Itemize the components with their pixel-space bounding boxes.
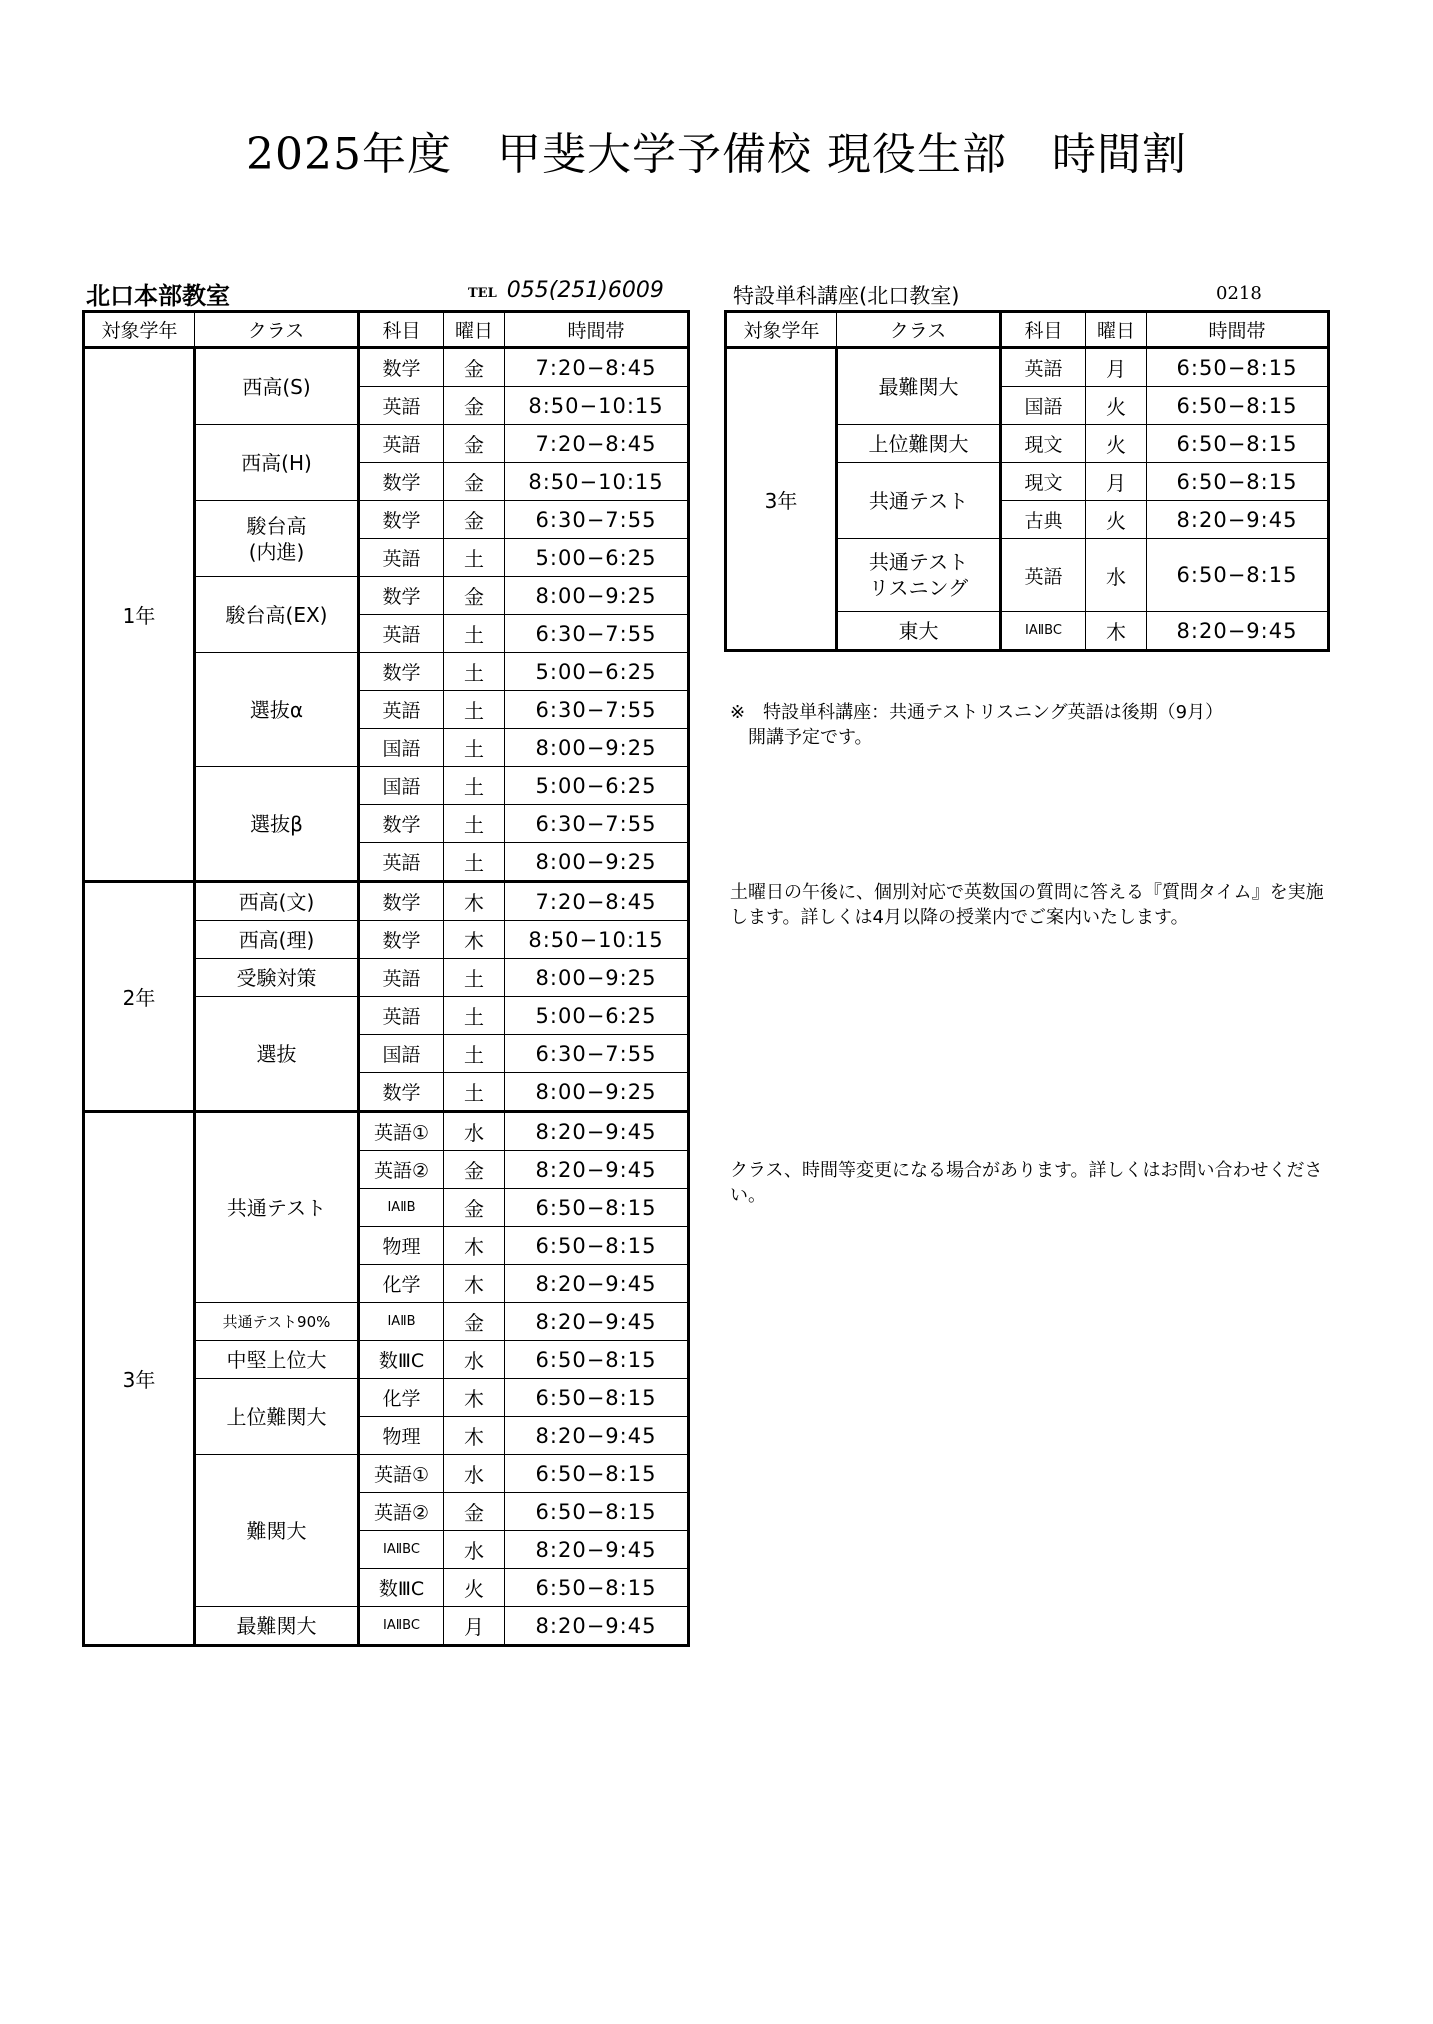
day-cell: 金 — [444, 1151, 505, 1189]
header-day: 曜日 — [444, 312, 505, 348]
note-listening — [730, 700, 1223, 750]
class-cell: 西高(H) — [195, 425, 359, 501]
office-name: 北口本部教室 — [86, 282, 230, 310]
class-cell: 駿台高(EX) — [195, 577, 359, 653]
day-cell: 金 — [444, 577, 505, 615]
day-cell: 土 — [444, 653, 505, 691]
note-text: ※ 特設単科講座：共通テストリスニング英語は後期（9月） 開講予定です。 — [730, 702, 1224, 748]
subject-cell: 数学 — [359, 653, 444, 691]
subject-cell: 数ⅢC — [359, 1569, 444, 1607]
class-cell: 西高(S) — [195, 348, 359, 425]
note-text: 土曜日の午後に、個別対応で英数国の質問に答える『質問タイム』を実施します。詳しくは4月以降の授業内でご案内いたします。 — [730, 882, 1324, 928]
page-title: 2025年度 甲斐大学予備校 現役生部 時間割 — [246, 129, 1187, 180]
table-row — [84, 1112, 689, 1151]
day-cell: 火 — [1086, 501, 1147, 539]
class-cell: 上位難関大 — [837, 425, 1001, 463]
time-cell: 5:00−6:25 — [505, 997, 689, 1035]
time-cell: 5:00−6:25 — [505, 653, 689, 691]
day-cell: 火 — [444, 1569, 505, 1607]
header-grade: 対象学年 — [84, 312, 195, 348]
subject-cell: 国語 — [359, 729, 444, 767]
time-cell: 8:20−9:45 — [1147, 501, 1329, 539]
time-cell: 8:20−9:45 — [505, 1607, 689, 1646]
subject-cell: 数学 — [359, 921, 444, 959]
special-timetable-body — [726, 348, 1329, 651]
time-cell: 6:50−8:15 — [505, 1227, 689, 1265]
day-cell: 金 — [444, 463, 505, 501]
grade-cell: 3年 — [84, 1112, 195, 1646]
time-cell: 8:20−9:45 — [505, 1151, 689, 1189]
subject-cell: 英語 — [359, 539, 444, 577]
class-cell: 最難関大 — [837, 348, 1001, 425]
header-time: 時間帯 — [1147, 312, 1329, 348]
subject-cell: 現文 — [1001, 463, 1086, 501]
subject-cell: 数学 — [359, 463, 444, 501]
time-cell: 5:00−6:25 — [505, 539, 689, 577]
header-class: クラス — [195, 312, 359, 348]
day-cell: 土 — [444, 805, 505, 843]
class-cell: 中堅上位大 — [195, 1341, 359, 1379]
header-subject: 科目 — [1001, 312, 1086, 348]
time-cell: 6:50−8:15 — [1147, 463, 1329, 501]
header-day: 曜日 — [1086, 312, 1147, 348]
day-cell: 月 — [1086, 463, 1147, 501]
day-cell: 月 — [444, 1607, 505, 1646]
day-cell: 金 — [444, 1493, 505, 1531]
class-cell: 共通テスト — [837, 463, 1001, 539]
class-cell: 西高(理) — [195, 921, 359, 959]
time-cell: 8:20−9:45 — [505, 1265, 689, 1303]
day-cell: 金 — [444, 1189, 505, 1227]
time-cell: 6:30−7:55 — [505, 1035, 689, 1073]
tel-number: 055(251)6009 — [506, 278, 664, 303]
day-cell: 木 — [444, 1379, 505, 1417]
day-cell: 木 — [444, 921, 505, 959]
time-cell: 6:50−8:15 — [1147, 425, 1329, 463]
class-cell: 西高(文) — [195, 882, 359, 921]
subject-cell: 数学 — [359, 882, 444, 921]
time-cell: 8:00−9:25 — [505, 1073, 689, 1112]
time-cell: 6:50−8:15 — [505, 1341, 689, 1379]
time-cell: 6:30−7:55 — [505, 501, 689, 539]
header-time: 時間帯 — [505, 312, 689, 348]
time-cell: 8:20−9:45 — [505, 1531, 689, 1569]
time-cell: 6:30−7:55 — [505, 805, 689, 843]
subject-cell: 英語 — [359, 691, 444, 729]
subject-cell: 数学 — [359, 805, 444, 843]
subject-cell: 英語 — [359, 615, 444, 653]
time-cell: 6:50−8:15 — [1147, 539, 1329, 612]
time-cell: 7:20−8:45 — [505, 348, 689, 387]
time-cell: 5:00−6:25 — [505, 767, 689, 805]
subject-cell: ⅠAⅡBC — [359, 1531, 444, 1569]
subject-cell: ⅠAⅡB — [359, 1189, 444, 1227]
class-cell: 受験対策 — [195, 959, 359, 997]
day-cell: 金 — [444, 501, 505, 539]
day-cell: 土 — [444, 997, 505, 1035]
subject-cell: 英語 — [359, 387, 444, 425]
day-cell: 金 — [444, 387, 505, 425]
class-cell: 共通テスト — [195, 1112, 359, 1303]
day-cell: 木 — [1086, 612, 1147, 651]
grade-cell: 1年 — [84, 348, 195, 882]
time-cell: 6:50−8:15 — [505, 1493, 689, 1531]
time-cell: 6:30−7:55 — [505, 691, 689, 729]
table-row — [726, 348, 1329, 387]
subject-cell: 英語① — [359, 1112, 444, 1151]
day-cell: 水 — [444, 1112, 505, 1151]
time-cell: 6:50−8:15 — [505, 1455, 689, 1493]
grade-cell: 3年 — [726, 348, 837, 651]
subject-cell: 国語 — [359, 767, 444, 805]
table-row — [84, 882, 689, 921]
subject-cell: 現文 — [1001, 425, 1086, 463]
class-cell: 東大 — [837, 612, 1001, 651]
time-cell: 8:50−10:15 — [505, 921, 689, 959]
main-timetable-body — [84, 348, 689, 1646]
day-cell: 金 — [444, 425, 505, 463]
class-cell: 駿台高 (内進) — [195, 501, 359, 577]
note-text: クラス、時間等変更になる場合があります。詳しくはお問い合わせください。 — [730, 1160, 1323, 1206]
subject-cell: 数学 — [359, 348, 444, 387]
subject-cell: 国語 — [359, 1035, 444, 1073]
time-cell: 6:50−8:15 — [1147, 387, 1329, 425]
day-cell: 金 — [444, 348, 505, 387]
day-cell: 土 — [444, 959, 505, 997]
time-cell: 6:50−8:15 — [505, 1379, 689, 1417]
header-row — [726, 312, 1329, 348]
subject-cell: ⅠAⅡBC — [1001, 612, 1086, 651]
class-cell: 最難関大 — [195, 1607, 359, 1646]
header-subject: 科目 — [359, 312, 444, 348]
time-cell: 8:00−9:25 — [505, 843, 689, 882]
telephone — [468, 278, 664, 303]
class-cell: 選抜 — [195, 997, 359, 1112]
day-cell: 土 — [444, 1035, 505, 1073]
day-cell: 水 — [444, 1455, 505, 1493]
day-cell: 水 — [444, 1531, 505, 1569]
note-changes — [730, 1158, 1330, 1208]
time-cell: 8:20−9:45 — [505, 1303, 689, 1341]
note-question-time — [730, 880, 1330, 930]
class-cell: 選抜β — [195, 767, 359, 882]
day-cell: 木 — [444, 1265, 505, 1303]
header-grade: 対象学年 — [726, 312, 837, 348]
subject-cell: 物理 — [359, 1227, 444, 1265]
day-cell: 土 — [444, 729, 505, 767]
time-cell: 8:00−9:25 — [505, 577, 689, 615]
time-cell: 8:00−9:25 — [505, 729, 689, 767]
day-cell: 水 — [444, 1341, 505, 1379]
subject-cell: 国語 — [1001, 387, 1086, 425]
subject-cell: 英語 — [1001, 539, 1086, 612]
day-cell: 木 — [444, 1227, 505, 1265]
main-timetable — [82, 310, 690, 1647]
day-cell: 木 — [444, 882, 505, 921]
subject-cell: 英語 — [359, 843, 444, 882]
subject-cell: 英語 — [359, 959, 444, 997]
subject-cell: 英語 — [359, 997, 444, 1035]
header-row — [84, 312, 689, 348]
time-cell: 8:50−10:15 — [505, 387, 689, 425]
time-cell: 6:50−8:15 — [505, 1569, 689, 1607]
subject-cell: 英語 — [359, 425, 444, 463]
time-cell: 8:50−10:15 — [505, 463, 689, 501]
time-cell: 7:20−8:45 — [505, 425, 689, 463]
special-timetable — [724, 310, 1330, 652]
class-cell: 上位難関大 — [195, 1379, 359, 1455]
time-cell: 8:20−9:45 — [505, 1112, 689, 1151]
subject-cell: 数学 — [359, 577, 444, 615]
day-cell: 月 — [1086, 348, 1147, 387]
subject-cell: 物理 — [359, 1417, 444, 1455]
subject-cell: 英語② — [359, 1493, 444, 1531]
day-cell: 土 — [444, 767, 505, 805]
subject-cell: 化学 — [359, 1265, 444, 1303]
subject-cell: 数学 — [359, 501, 444, 539]
class-cell: 共通テスト リスニング — [837, 539, 1001, 612]
class-cell: 選抜α — [195, 653, 359, 767]
subject-cell: 英語 — [1001, 348, 1086, 387]
class-cell: 難関大 — [195, 1455, 359, 1607]
day-cell: 土 — [444, 1073, 505, 1112]
subject-cell: 数学 — [359, 1073, 444, 1112]
day-cell: 水 — [1086, 539, 1147, 612]
time-cell: 8:00−9:25 — [505, 959, 689, 997]
time-cell: 8:20−9:45 — [505, 1417, 689, 1455]
day-cell: 火 — [1086, 387, 1147, 425]
day-cell: 火 — [1086, 425, 1147, 463]
time-cell: 8:20−9:45 — [1147, 612, 1329, 651]
subject-cell: 英語① — [359, 1455, 444, 1493]
subject-cell: 化学 — [359, 1379, 444, 1417]
table-row — [84, 348, 689, 387]
tel-mark: TEL — [468, 286, 497, 301]
subject-cell: 古典 — [1001, 501, 1086, 539]
subject-cell: ⅠAⅡBC — [359, 1607, 444, 1646]
subject-cell: 数ⅢC — [359, 1341, 444, 1379]
class-cell: 共通テスト90% — [195, 1303, 359, 1341]
day-cell: 土 — [444, 615, 505, 653]
grade-cell: 2年 — [84, 882, 195, 1112]
special-course-heading: 特設単科講座(北口教室) — [733, 284, 960, 308]
time-cell: 7:20−8:45 — [505, 882, 689, 921]
header-class: クラス — [837, 312, 1001, 348]
day-cell: 土 — [444, 691, 505, 729]
day-cell: 土 — [444, 539, 505, 577]
time-cell: 6:50−8:15 — [1147, 348, 1329, 387]
time-cell: 6:50−8:15 — [505, 1189, 689, 1227]
subject-cell: ⅠAⅡB — [359, 1303, 444, 1341]
document-code: 0218 — [1216, 283, 1262, 304]
day-cell: 金 — [444, 1303, 505, 1341]
day-cell: 木 — [444, 1417, 505, 1455]
subject-cell: 英語② — [359, 1151, 444, 1189]
day-cell: 土 — [444, 843, 505, 882]
time-cell: 6:30−7:55 — [505, 615, 689, 653]
